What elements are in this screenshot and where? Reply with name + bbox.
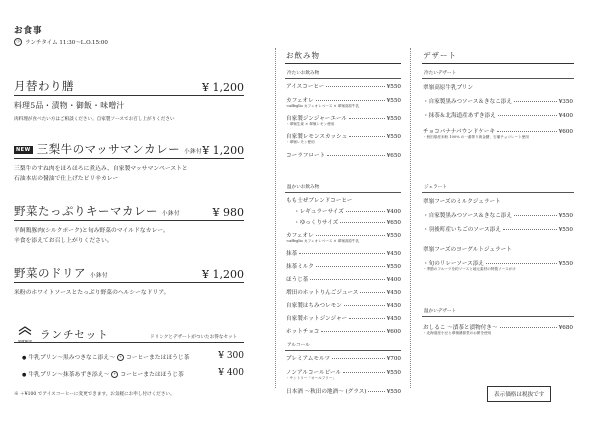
dish-rule: [14, 282, 244, 283]
warm-dessert-list: [423, 323, 573, 336]
category-rule: [285, 78, 401, 79]
category-rule: [285, 192, 401, 193]
lunch-set-title: ランチセット: [40, 329, 109, 341]
dessert-title: デザート: [423, 51, 457, 60]
menu-item: ・抹茶＆北海道産あずき添え ¥400: [423, 113, 573, 119]
menu-item: ・レギュラーサイズ ¥400: [294, 209, 401, 215]
dish-desc: 米粉のホワイトソースとたっぷり野菜のヘルシーなドリア。: [14, 290, 170, 296]
set-right: コーヒーまたはほうじ茶: [120, 371, 184, 378]
gelato-label: ジェラート: [424, 185, 447, 190]
dish-small: 小鉢付: [184, 149, 203, 155]
lunch-set-footnote: ※ ＋¥100 でアイスコーヒーに変更できます。お気軽にお申し付けください。: [14, 392, 175, 397]
lunch-set-row-1: ● 牛乳プリン〜黒みつきなこ添え〜 + コーヒーまたはほうじ茶 ¥ 300: [22, 351, 244, 361]
set-left: 牛乳プリン〜黒みつきなこ添え〜: [28, 354, 115, 361]
menu-item: チョコバナナパウンドケーキ ¥600: [423, 129, 573, 135]
cold-drinks-list: [286, 82, 401, 159]
lunch-time: [14, 38, 108, 46]
warm-drinks-label: 温かいお飲み物: [287, 185, 320, 190]
new-badge: NEW: [16, 147, 31, 153]
item-note: ・季節のフルーツを約ソースと地元素材の特製ソースがけ: [423, 267, 516, 271]
gelato-yogurt-title: 翠嶺フーズのヨーグルトジェラート: [423, 247, 512, 253]
dish-desc: [14, 226, 169, 246]
lunch-set-subtitle: ドリンクとデザートがついたお得なセット: [150, 335, 238, 340]
blend-title: もも士ぜブレンドコーヒー: [286, 198, 353, 204]
menu-item: 自家製ジンジャーエール ¥550: [286, 116, 401, 122]
menu-item: ・旬のリレーソース添え ¥550: [423, 261, 573, 267]
menu-item: ほうじ茶 ¥400: [286, 277, 401, 283]
cold-dessert-list: [423, 83, 573, 140]
lunch-time-text: ランチタイム 11:30〜L.O.15:00: [25, 40, 108, 46]
dish-desc: [14, 164, 188, 184]
set-price: ¥ 400: [218, 368, 244, 378]
item-note: -caffeglio カフェオレベース × 翠嶺高原牛乳: [286, 104, 360, 108]
tax-note: 表示価格は税抜です: [487, 386, 551, 402]
alcohol-list: [286, 354, 401, 395]
pudding-title: 翠嶺高原牛乳プリン: [423, 85, 474, 91]
category-rule: [422, 316, 574, 317]
menu-item: プレミアムモルツ ¥700: [286, 356, 401, 362]
lunch-set-rule: [14, 342, 244, 343]
menu-item: ・ゆっくりサイズ ¥650: [294, 220, 401, 226]
dish-price: ¥ 1,200: [202, 268, 244, 281]
category-rule: [422, 192, 574, 193]
dish-rule: [14, 95, 244, 96]
menu-item: 自家製ホットジンジャー ¥450: [286, 316, 401, 322]
menu-item: 自家製はちみつレモン ¥450: [286, 303, 401, 309]
cold-drinks-label: 冷たいお飲み物: [287, 71, 320, 76]
menu-item: ・自家製黒みつソース＆きなこ添え ¥350: [423, 99, 573, 105]
menu-item: カフェオレ ¥550: [286, 98, 401, 104]
desc-line: 平飼鶏豚肉(シルクポーク)と旬み野菜のマイルドなカレー。: [14, 228, 169, 234]
menu-item: ・自家製黒みつソース＆きなこ添え ¥550: [423, 213, 573, 219]
drinks-rule: [285, 63, 401, 64]
menu-item: おしるこ 〜漬茶と漬物付き〜 ¥680: [423, 325, 573, 331]
desc-line: 辛食を添えてお召し上がりください。: [14, 238, 113, 244]
dish-name: 三梨牛のマッサマンカレー: [36, 142, 181, 156]
spruce-word: spruce: [18, 338, 32, 343]
cold-dessert-label: 冷たいデザート: [424, 71, 457, 76]
item-note: -caffeglio カフェオレベース × 翠嶺高原牛乳: [286, 239, 360, 243]
item-note: ・翠嶺生姜 × 翠嶺レモン使用: [286, 122, 335, 126]
menu-item: 自家製レモンスカッシュ ¥550: [286, 134, 401, 140]
menu-item: コーラフロート ¥650: [286, 153, 401, 159]
dish-keema: [14, 203, 244, 219]
dish-price: ¥ 1,200: [202, 81, 244, 94]
menu-item: ホットチョコ ¥600: [286, 329, 401, 335]
dish-price: ¥ 1,200: [202, 144, 245, 157]
dish-desc: 肉料理が食べたい方はご相談ください。自家製ソースでお召し上がりください: [14, 117, 175, 122]
set-price: ¥ 300: [218, 351, 244, 361]
dish-rule: [14, 220, 244, 221]
menu-item: 増田のホットりんごジュース ¥450: [286, 290, 401, 296]
plus-icon: +: [111, 371, 118, 378]
gelato-list: [423, 197, 573, 272]
column-divider: [275, 48, 276, 388]
desc-line: 三梨牛のすね肉をほろほろに煮込み、自家製マッサマンペーストと: [14, 166, 188, 172]
menu-item: 抹茶 ¥450: [286, 251, 401, 257]
item-note: ・翠嶺レモン使用: [286, 140, 315, 144]
dish-massaman: [14, 141, 244, 157]
lunch-set-row-2: ● 牛乳プリン〜抹茶あずき添え〜 + コーヒーまたはほうじ茶 ¥ 400: [22, 368, 244, 378]
set-right: コーヒーまたはほうじ茶: [125, 354, 190, 361]
dish-name: 月替わり膳: [14, 79, 74, 93]
gelato-milk-title: 翠嶺フーズのミルクジェラート: [423, 199, 501, 205]
menu-item: 抹茶ミルク ¥550: [286, 264, 401, 270]
item-note: ・北海道産小豆と翠嶺湧源堂のお餅を使用: [423, 331, 492, 335]
warm-drinks-list: [286, 196, 401, 335]
set-left: 牛乳プリン〜抹茶あずき添え〜: [28, 371, 110, 378]
menu-item: ・羽後町産いちごのソース添え ¥550: [423, 227, 573, 233]
dish-sub: 料理5品・漬物・御飯・味噌汁: [14, 101, 125, 110]
drinks-title: お飲み物: [286, 51, 320, 60]
menu-item: 日本酒 〜秋田の地酒〜 (グラス) ¥550: [286, 389, 401, 395]
menu-item: カフェオレ ¥550: [286, 233, 401, 239]
warm-dessert-label: 温かいデザート: [424, 309, 457, 314]
category-rule: [422, 78, 574, 79]
meal-section-title: お食事: [14, 26, 43, 36]
spruce-logo: [14, 320, 36, 343]
menu-item: ノンアルコールビール ¥550: [286, 370, 401, 376]
plus-icon: +: [117, 354, 124, 361]
menu-item: アイスコーヒー ¥550: [286, 84, 401, 90]
dish-rule: [14, 158, 244, 159]
dish-price: ¥ 980: [212, 206, 244, 219]
column-divider: [410, 48, 411, 388]
spruce-logo-icon: [18, 326, 32, 335]
clock-icon: ◷: [14, 38, 22, 46]
item-note: ・サントリー「オールフリー」: [286, 376, 336, 380]
alcohol-label: アルコール: [287, 343, 310, 348]
category-rule: [285, 350, 401, 351]
dish-doria: [14, 265, 244, 281]
dish-name: 野菜たっぷりキーマカレー: [14, 204, 158, 218]
dish-monthly: [14, 78, 244, 94]
desc-line: 石油本店の醤油で仕上げたピリ辛カレー: [14, 176, 119, 182]
dessert-rule: [422, 63, 574, 64]
dish-small: 小鉢付: [90, 273, 109, 279]
dish-small: 小鉢付: [162, 211, 181, 217]
dish-name: 野菜のドリア: [14, 266, 86, 280]
item-note: ・秋田県産米粉 100% の一番搾り黄金糖、石備チョコレート使用: [423, 135, 529, 139]
